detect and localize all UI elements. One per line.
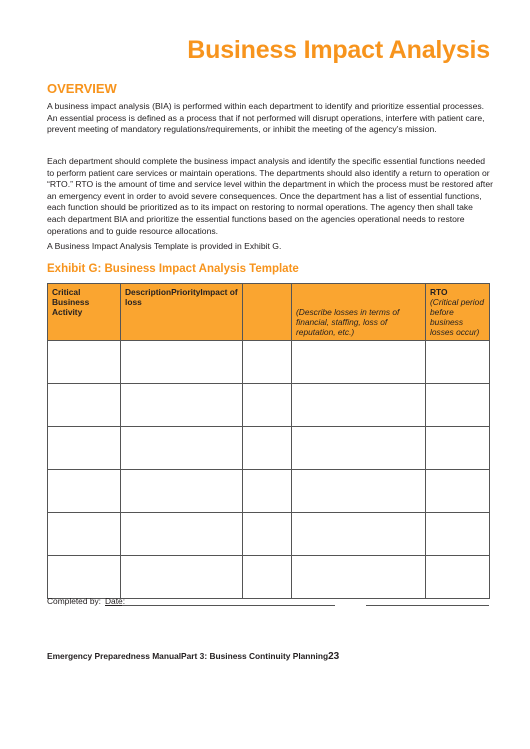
table-cell[interactable] — [292, 513, 426, 556]
header-label: Critical Business Activity — [52, 287, 90, 317]
page-title: Business Impact Analysis — [187, 36, 490, 64]
page-number: 23 — [328, 651, 340, 662]
table-cell[interactable] — [121, 384, 243, 427]
table-cell[interactable] — [426, 556, 490, 599]
table-header-row — [48, 284, 490, 341]
table-cell[interactable] — [121, 427, 243, 470]
table-row — [48, 470, 490, 513]
footer-text: Emergency Preparedness ManualPart 3: Business Continuity Planning — [47, 651, 329, 661]
table-cell[interactable] — [292, 341, 426, 384]
header-rto — [426, 284, 490, 341]
bia-template-table — [47, 283, 490, 599]
table-cell[interactable] — [243, 470, 292, 513]
table-cell[interactable] — [121, 341, 243, 384]
page-footer — [47, 651, 339, 662]
table-cell[interactable] — [243, 341, 292, 384]
table-row — [48, 513, 490, 556]
table-body — [48, 341, 490, 599]
table-cell[interactable] — [426, 341, 490, 384]
table-cell[interactable] — [426, 427, 490, 470]
table-row — [48, 556, 490, 599]
table-cell[interactable] — [48, 556, 121, 599]
table-cell[interactable] — [48, 513, 121, 556]
table-cell[interactable] — [292, 556, 426, 599]
table-cell[interactable] — [48, 341, 121, 384]
header-note: (Critical period before business losses occur) — [430, 297, 484, 337]
table-cell[interactable] — [121, 513, 243, 556]
table-cell[interactable] — [48, 470, 121, 513]
table-row — [48, 427, 490, 470]
exhibit-heading: Exhibit G: Business Impact Analysis Template — [47, 263, 299, 275]
completed-by-signature-line[interactable] — [122, 605, 335, 606]
header-critical-business-activity — [48, 284, 121, 341]
table-cell[interactable] — [426, 384, 490, 427]
header-description-priority-impact — [121, 284, 243, 341]
table-cell[interactable] — [292, 470, 426, 513]
table-row — [48, 384, 490, 427]
date-label: Date: — [105, 596, 126, 606]
header-label: DescriptionPriorityImpact of loss — [125, 287, 238, 307]
header-blank — [243, 284, 292, 341]
header-label: RTO — [430, 287, 448, 297]
table-cell[interactable] — [426, 513, 490, 556]
table-cell[interactable] — [121, 556, 243, 599]
table-cell[interactable] — [243, 556, 292, 599]
table-cell[interactable] — [426, 470, 490, 513]
completion-line — [47, 596, 126, 606]
table-cell[interactable] — [243, 384, 292, 427]
date-signature-line[interactable] — [366, 605, 489, 606]
overview-heading: OVERVIEW — [47, 81, 117, 96]
table-cell[interactable] — [292, 427, 426, 470]
table-cell[interactable] — [48, 427, 121, 470]
overview-paragraph-1: A business impact analysis (BIA) is performed within each department to identify and prioritize essential processes. An essential process is defined as a process that if not performed will disrupt operations, interfere with patient care, prevent meeting of mandatory regulations/requirements, or inhibit the meeting of the agency’s mission. — [47, 101, 485, 135]
header-loss-description — [292, 284, 426, 341]
table-cell[interactable] — [243, 513, 292, 556]
table-cell[interactable] — [243, 427, 292, 470]
table-row — [48, 341, 490, 384]
table-cell[interactable] — [121, 470, 243, 513]
table-cell[interactable] — [292, 384, 426, 427]
overview-paragraph-3: A Business Impact Analysis Template is provided in Exhibit G. — [47, 241, 282, 251]
completed-by-label: Completed by: — [47, 596, 101, 606]
table-cell[interactable] — [48, 384, 121, 427]
overview-paragraph-2: Each department should complete the business impact analysis and identify the specific essential functions needed to perform patient care services or maintain operations. The departments should also identify a return to operation or “RTO.” RTO is the amount of time and service level within the department in which the process must be restored after an emergency event in order to avoid severe consequences. Once the department has a list of essential functions, each function should be prioritized as to its impact on restoring to normal operations. The agency then shall take each department BIA and prioritize the essential functions based on the agencies operational needs to restore operations and to guide resource allocations. — [47, 156, 493, 236]
header-note: (Describe losses in terms of financial, staffing, loss of reputation, etc.) — [296, 307, 400, 337]
